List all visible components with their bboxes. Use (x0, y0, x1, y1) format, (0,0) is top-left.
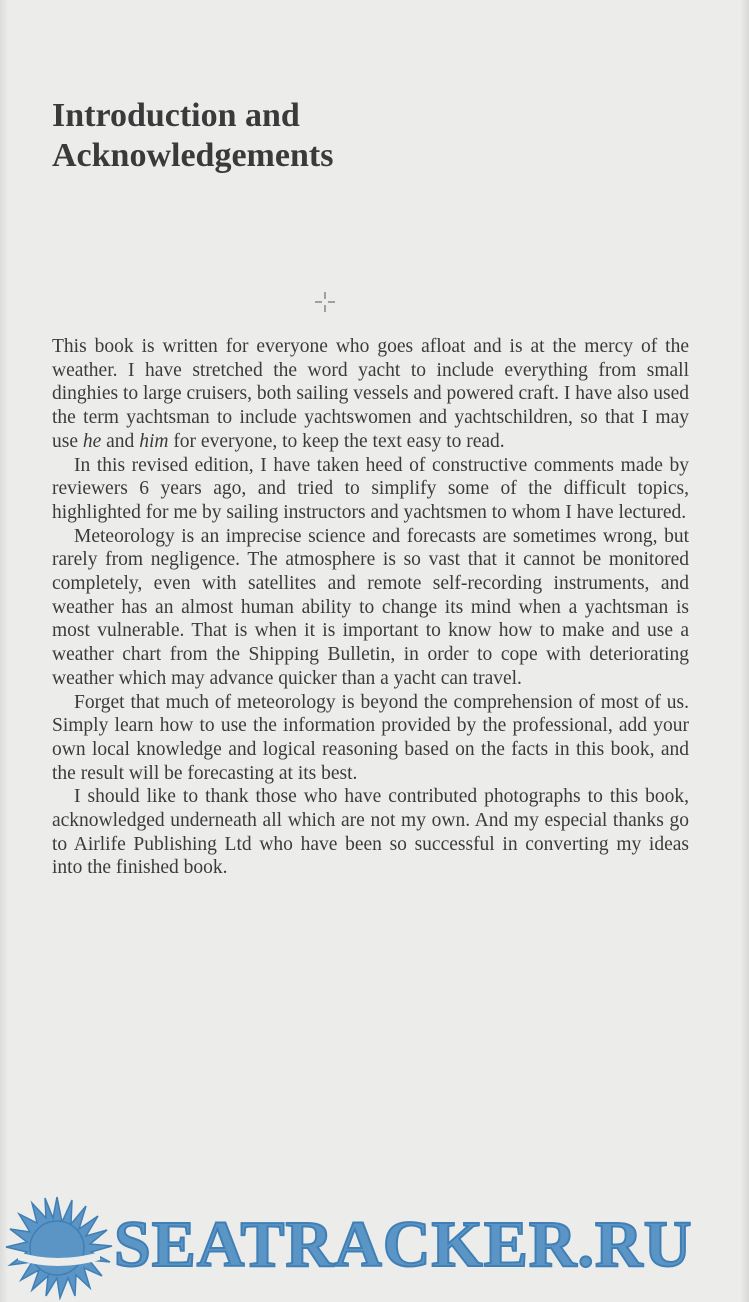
paragraph-5: I should like to thank those who have contributed photographs to this book, acknowledged underneath all which are not my own. And my especial thanks go to Airlife Publishing Ltd who have been so successful in converting my ideas into the finished book. (52, 786, 689, 879)
crosshair-icon (313, 290, 337, 314)
italic-him: him (139, 430, 169, 452)
title-line-2: Acknowledgements (52, 137, 334, 174)
paragraph-1: This book is written for everyone who goes afloat and is at the mercy of the weather. I have stretched the word yacht to include everything from small dinghies to large cruisers, both sailing vessels and powered craft. I have also used the term yachtsman to include yachtswomen and yachtschildren, so that I may use he and him for everyone, to keep the text easy to read. (52, 336, 690, 452)
paragraph-3: Meteorology is an imprecise science and forecasts are sometimes wrong, but rarely from negligence. The atmosphere is so vast that it cannot be monitored completely, even with satellites and remote self-recording instruments, and weather has an almost human ability to change its mind when a yachtsman is most vulnerable. That is when it is important to know how to make and use a weather chart from the Shipping Bulletin, in order to cope with deteriorating weather which may advance quicker than a yacht can travel. (52, 525, 689, 689)
page-title (52, 96, 692, 176)
body-text (52, 335, 689, 880)
paragraph-4: Forget that much of meteorology is beyond the comprehension of most of us. Simply learn how to use the information provided by the professional, add your own local knowledge and logical reasoning based on the facts in this book, and the result will be forecasting at its best. (52, 691, 689, 784)
watermark-text: SEATRACKER.RU (114, 1208, 693, 1281)
italic-he: he (82, 430, 102, 452)
paragraph-2: In this revised edition, I have taken heed of constructive comments made by reviewers 6 years ago, and tried to simplify some of the difficult topics, highlighted for me by sailing instructors and yachtsmen to whom I have lectured. (52, 454, 689, 523)
title-line-1: Introduction and (52, 97, 300, 134)
